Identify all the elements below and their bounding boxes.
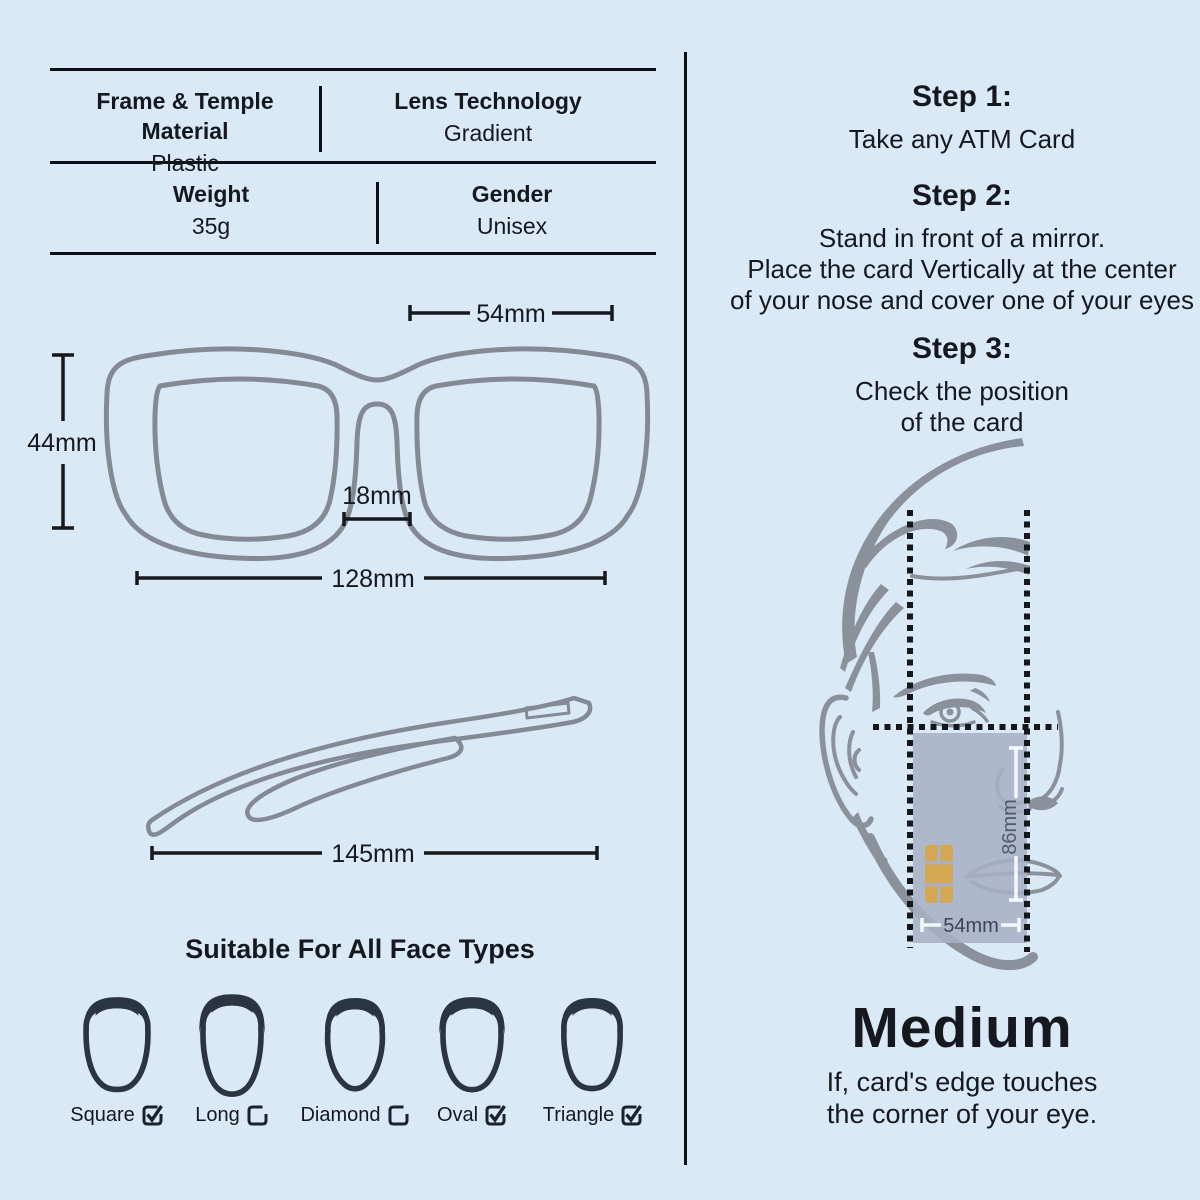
oval-face-icon (430, 992, 514, 1102)
glasses-front-view (106, 349, 647, 559)
size-result-caption: If, card's edge touches the corner of your eye. (826, 1067, 1098, 1129)
spec-frame-material (54, 86, 316, 180)
ear-illustration (822, 697, 871, 825)
lens-width-label: 54mm (476, 300, 546, 328)
spec-label: Weight (172, 181, 250, 207)
hairline-stroke (912, 567, 1028, 579)
frame-width-label: 128mm (331, 565, 415, 593)
size-result: Medium (851, 996, 1073, 1060)
glasses-measurement-diagram (15, 275, 680, 900)
step-1-title: Step 1: (911, 80, 1013, 113)
step-2-body: Stand in front of a mirror. Place the card Vertically at the center of your nose and cover one of your eyes (730, 223, 1194, 315)
table-rule-bottom (50, 252, 656, 255)
spec-lens-technology (330, 86, 646, 150)
step-2-title: Step 2: (911, 179, 1013, 212)
spec-label: Gender (471, 181, 553, 207)
triangle-face-icon (550, 992, 634, 1102)
card-height-label: 86mm (999, 799, 1021, 855)
face-type-label: Oval (436, 1104, 479, 1126)
spec-value: Plastic (151, 150, 219, 176)
spec-value: Unisex (476, 213, 548, 239)
checkbox-checked-icon (484, 1104, 507, 1127)
temple-side-view (148, 698, 590, 835)
step-1-body: Take any ATM Card (848, 124, 1076, 154)
step-3-body: Check the position of the card (855, 376, 1069, 437)
face-card-position-diagram (800, 425, 1195, 1000)
table-divider-row1 (319, 86, 322, 152)
spec-label: Frame & Temple Material (96, 88, 274, 144)
spec-value: 35g (191, 213, 231, 239)
face-type-label: Triangle (542, 1104, 615, 1126)
face-type-label: Diamond (300, 1104, 381, 1126)
long-face-icon (190, 990, 274, 1104)
spec-label: Lens Technology (394, 88, 582, 114)
fitting-steps (724, 80, 1200, 438)
table-rule-top (50, 68, 656, 71)
lens-height-label: 44mm (27, 429, 97, 457)
step-3-title: Step 3: (911, 332, 1013, 365)
square-face-icon (75, 992, 159, 1102)
face-type-triangle (518, 1104, 668, 1127)
spec-weight (51, 179, 371, 243)
face-type-label: Square (70, 1104, 135, 1126)
checkbox-checked-icon (620, 1104, 643, 1127)
face-type-label: Long (195, 1104, 240, 1126)
face-types-heading: Suitable For All Face Types (185, 934, 535, 964)
diamond-face-icon (313, 992, 397, 1102)
spec-value: Gradient (443, 120, 533, 146)
checkbox-unchecked-icon (246, 1104, 269, 1127)
card-width-label: 54mm (943, 915, 999, 937)
section-divider (684, 52, 687, 1165)
spec-gender (382, 179, 642, 243)
table-divider-row2 (376, 182, 379, 244)
bridge-width-label: 18mm (342, 482, 412, 510)
temple-length-label: 145mm (331, 840, 415, 868)
